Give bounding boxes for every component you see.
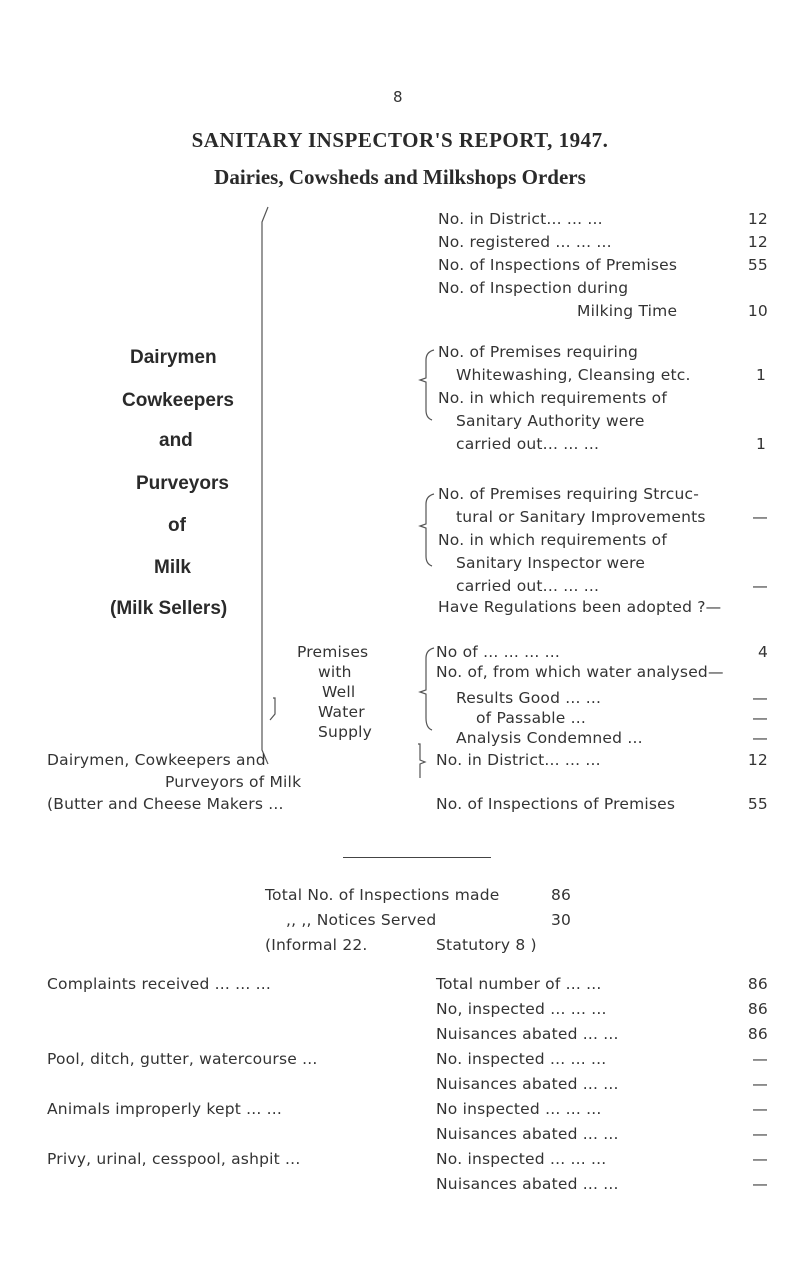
dairy-left-1: Purveyors of Milk [165, 773, 302, 791]
block3-label-3: Sanitary Inspector were [456, 554, 646, 572]
premises-line-2: Well [322, 683, 356, 701]
complaint-label-7: No. inspected ... ... ... [436, 1150, 607, 1168]
complaint-left-7: Privy, urinal, cesspool, ashpit ... [47, 1150, 301, 1168]
water-label-3: of Passable ... [476, 709, 587, 727]
complaint-value-3: — [752, 1050, 768, 1068]
complaint-value-5: — [752, 1100, 768, 1118]
complaint-left-3: Pool, ditch, gutter, watercourse ... [47, 1050, 318, 1068]
complaint-value-4: — [752, 1075, 768, 1093]
complaint-label-4: Nuisances abated ... ... [436, 1075, 619, 1093]
complaint-value-0: 86 [747, 975, 768, 993]
dairy-right-label-0: No. in District... ... ... [436, 751, 601, 769]
report-subtitle: Dairies, Cowsheds and Milkshops Orders [214, 165, 586, 189]
block1-label-3: No. of Inspection during [438, 279, 629, 297]
bracket-dairy [418, 744, 425, 778]
bracket-premises [270, 698, 275, 720]
block1-label-1: No. registered ... ... ... [438, 233, 612, 251]
premises-line-1: with [318, 663, 352, 681]
complaint-value-8: — [752, 1175, 768, 1193]
complaint-value-7: — [752, 1150, 768, 1168]
dairy-right-label-1: No. of Inspections of Premises [436, 795, 676, 813]
left-label-purveyors: Purveyors [136, 473, 229, 494]
water-label-4: Analysis Condemned ... [456, 729, 643, 747]
premises-line-0: Premises [297, 643, 369, 661]
dairy-right-value-0: 12 [747, 751, 768, 769]
complaint-label-0: Total number of ... ... [436, 975, 602, 993]
notices-served-label: ,, ,, Notices Served [286, 911, 437, 929]
complaint-value-6: — [752, 1125, 768, 1143]
water-value-2: — [752, 689, 768, 707]
water-label-0: No of ... ... ... ... [436, 643, 560, 661]
notices-served-value: 30 [551, 911, 572, 929]
block2-label-3: Sanitary Authority were [456, 412, 645, 430]
block1-label-4: Milking Time [577, 302, 678, 320]
report-title: SANITARY INSPECTOR'S REPORT, 1947. [191, 128, 609, 152]
block2-label-1: Whitewashing, Cleansing etc. [456, 366, 691, 384]
block1-label-2: No. of Inspections of Premises [438, 256, 678, 274]
complaint-value-1: 86 [747, 1000, 768, 1018]
section-divider [343, 857, 491, 858]
left-label-dairymen: Dairymen [130, 347, 217, 368]
dairy-right-value-1: 55 [747, 795, 768, 813]
complaint-label-3: No. inspected ... ... ... [436, 1050, 607, 1068]
block3-label-0: No. of Premises requiring Strcuc- [438, 485, 700, 503]
block2-value-1: 1 [755, 366, 766, 384]
complaint-label-5: No inspected ... ... ... [436, 1100, 602, 1118]
informal-notices: (Informal 22. [265, 936, 368, 954]
block3-label-4: carried out... ... ... [456, 577, 600, 595]
water-value-4: — [752, 729, 768, 747]
block2-label-0: No. of Premises requiring [438, 343, 639, 361]
complaint-label-1: No, inspected ... ... ... [436, 1000, 607, 1018]
complaint-value-2: 86 [747, 1025, 768, 1043]
block2-value-4: 1 [755, 435, 766, 453]
total-inspections-value: 86 [551, 886, 572, 904]
complaint-label-2: Nuisances abated ... ... [436, 1025, 619, 1043]
block2-label-4: carried out... ... ... [456, 435, 600, 453]
complaint-left-0: Complaints received ... ... ... [47, 975, 272, 993]
bracket-block2 [420, 350, 434, 420]
statutory-notices: Statutory 8 ) [436, 936, 537, 954]
block3-value-1: — [752, 508, 768, 526]
total-inspections-label: Total No. of Inspections made [265, 886, 500, 904]
complaint-label-8: Nuisances abated ... ... [436, 1175, 619, 1193]
block1-label-0: No. in District... ... ... [438, 210, 603, 228]
water-value-0: 4 [757, 643, 768, 661]
bracket-water [420, 648, 434, 730]
premises-line-4: Supply [318, 723, 373, 741]
block1-value-2: 55 [747, 256, 768, 274]
premises-line-3: Water [318, 703, 365, 721]
block3-label-2: No. in which requirements of [438, 531, 667, 549]
block1-value-1: 12 [747, 233, 768, 251]
left-label-of: of [168, 515, 186, 536]
block2-label-2: No. in which requirements of [438, 389, 667, 407]
left-label-and: and [159, 430, 193, 451]
page-number: 8 [393, 88, 403, 106]
left-label-milk-sellers: (Milk Sellers) [110, 598, 228, 619]
big-left-bracket [262, 207, 268, 764]
block1-value-4: 10 [747, 302, 768, 320]
water-label-2: Results Good ... ... [456, 689, 602, 707]
dairy-left-2: (Butter and Cheese Makers ... [47, 795, 284, 813]
block1-value-0: 12 [747, 210, 768, 228]
left-label-milk: Milk [154, 557, 191, 578]
bracket-block3 [420, 494, 434, 566]
block3-label-1: tural or Sanitary Improvements [456, 508, 706, 526]
complaint-left-5: Animals improperly kept ... ... [47, 1100, 283, 1118]
complaint-label-6: Nuisances abated ... ... [436, 1125, 619, 1143]
water-value-3: — [752, 709, 768, 727]
water-label-1: No. of, from which water analysed— [436, 663, 724, 681]
regulations-question: Have Regulations been adopted ?— [438, 598, 722, 616]
block3-value-4: — [752, 577, 768, 595]
left-label-cowkeepers: Cowkeepers [122, 390, 234, 411]
dairy-left-0: Dairymen, Cowkeepers and [47, 751, 266, 769]
